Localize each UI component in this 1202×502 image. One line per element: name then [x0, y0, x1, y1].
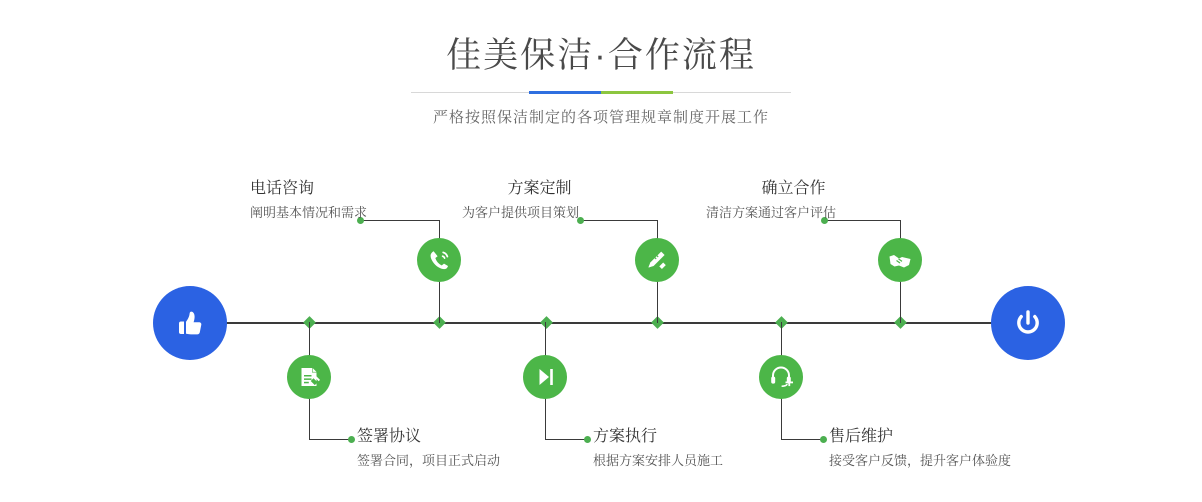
axis-node-marker: [540, 316, 553, 329]
end-endpoint: [991, 286, 1065, 360]
step-label-4: [593, 426, 723, 471]
step-icon-3: [635, 238, 679, 282]
power-icon: [1010, 305, 1046, 341]
page-title: 佳美保洁·合作流程: [446, 36, 756, 75]
connector-step-2: [309, 439, 351, 440]
step-desc: 根据方案安排人员施工: [593, 453, 724, 468]
step-desc: 清洁方案通过客户评估: [706, 205, 837, 220]
timeline: [0, 170, 1202, 502]
start-endpoint: [153, 286, 227, 360]
step-label-6: [829, 426, 1011, 471]
connector-dot: [820, 436, 827, 443]
step-label-5: [706, 178, 881, 223]
step-icon-5: [878, 238, 922, 282]
step-title: 售后维护: [829, 428, 894, 445]
step-desc: 签署合同，项目正式启动: [357, 453, 501, 468]
phone-ring-icon: [426, 247, 452, 273]
diagram-header: [0, 34, 1202, 127]
connector-step-6: [781, 439, 823, 440]
step-title: 签署协议: [357, 428, 422, 445]
pen-ruler-icon: [644, 247, 670, 273]
play-forward-icon: [532, 364, 558, 390]
step-title: 确立合作: [761, 180, 826, 197]
page-subtitle: 严格按照保洁制定的各项管理规章制度开展工作: [432, 109, 769, 126]
connector-dot: [348, 436, 355, 443]
connector-dot: [584, 436, 591, 443]
step-desc: 接受客户反馈，提升客户体验度: [829, 453, 1012, 468]
step-label-2: [357, 426, 500, 471]
handshake-icon: [887, 247, 913, 273]
step-title: 电话咨询: [250, 180, 315, 197]
connector-step-1: [360, 220, 440, 221]
divider-accent-blue: [529, 91, 601, 94]
step-title: 方案执行: [593, 428, 658, 445]
connector-step-4: [545, 439, 587, 440]
step-title: 方案定制: [507, 180, 572, 197]
divider-accent-green: [601, 91, 673, 94]
headset-support-icon: [768, 364, 794, 390]
step-icon-1: [417, 238, 461, 282]
step-icon-6: [759, 355, 803, 399]
step-label-3: [462, 178, 617, 223]
step-icon-4: [523, 355, 567, 399]
thumbs-up-icon: [172, 305, 208, 341]
step-desc: 阐明基本情况和需求: [250, 205, 368, 220]
title-divider: [411, 91, 791, 94]
step-label-1: [250, 178, 367, 223]
step-desc: 为客户提供项目策划: [462, 205, 580, 220]
document-edit-icon: [296, 364, 322, 390]
step-icon-2: [287, 355, 331, 399]
